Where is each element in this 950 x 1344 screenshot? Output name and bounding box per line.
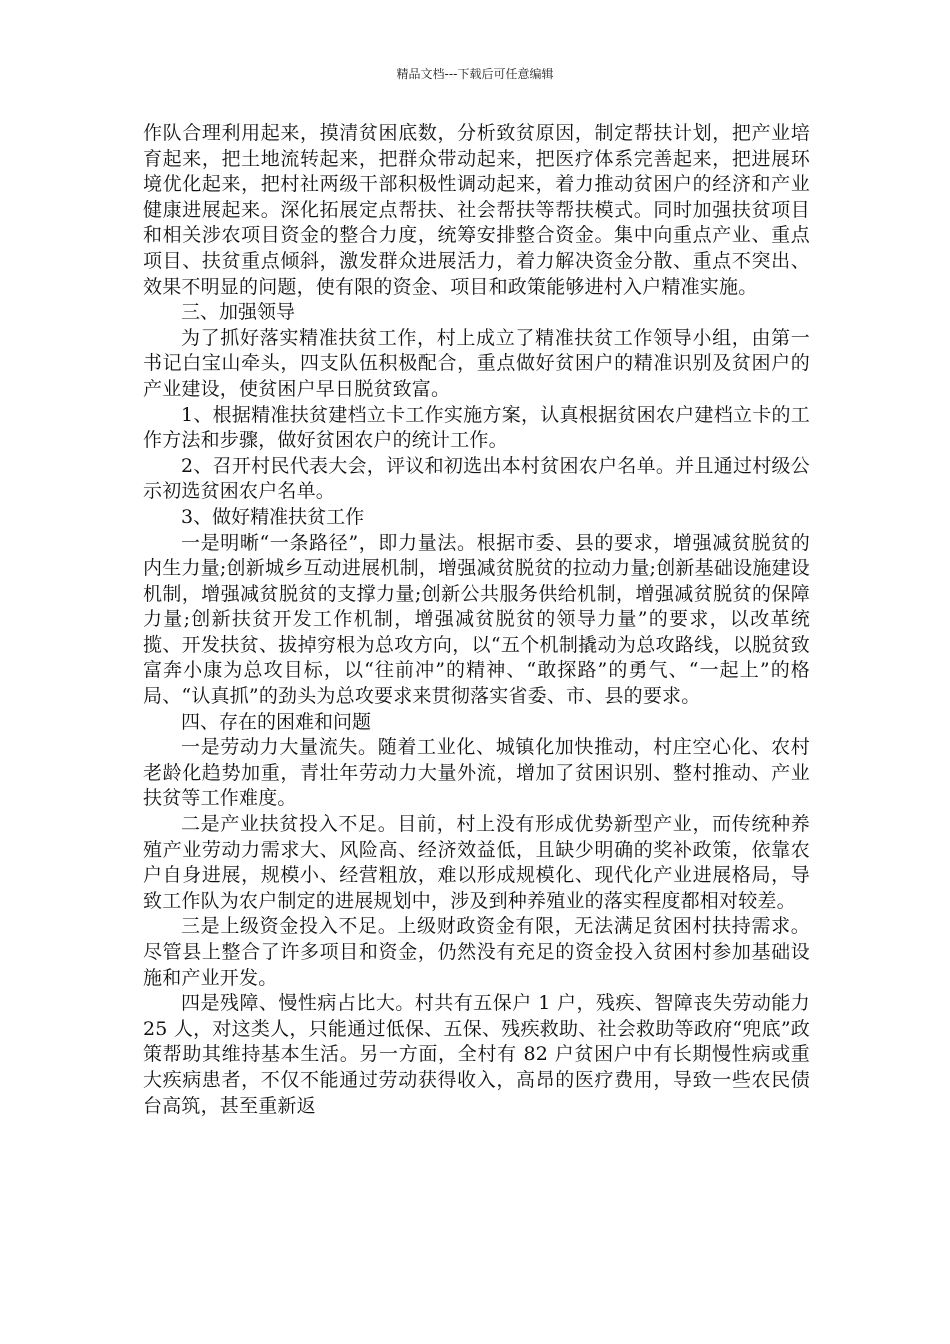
page-header: 精品文档---下载后可任意编辑 bbox=[396, 67, 554, 81]
document-body bbox=[143, 121, 810, 1119]
paragraph-item-2: 2、召开村民代表大会，评议和初选出本村贫困农户名单。并且通过村级公示初选贫困农户名单。 bbox=[143, 454, 810, 503]
paragraph-one-path: 一是明晰“一条路径”，即力量法。根据市委、县的要求，增强减贫脱贫的内生力量;创新城乡互动进展机制，增强减贫脱贫的拉动力量;创新基础设施建设机制，增强减贫脱贫的支撑力量;创新公共服务供给机制，增强减贫脱贫的保障力量;创新扶贫开发工作机制，增强减贫脱贫的领导力量”的要求，以改革统揽、开发扶贫、拔掉穷根为总攻方向，以“五个机制撬动为总攻路线，以脱贫致富奔小康为总攻目标，以“往前冲”的精神、“敢探路”的勇气、“一起上”的格局、“认真抓”的劲头为总攻要求来贯彻落实省委、市、县的要求。 bbox=[143, 531, 810, 708]
paragraph-item-1: 1、根据精准扶贫建档立卡工作实施方案，认真根据贫困农户建档立卡的工作方法和步骤，做好贫困农户的统计工作。 bbox=[143, 403, 810, 452]
paragraph-disability-illness: 四是残障、慢性病占比大。村共有五保户 1 户，残疾、智障丧失劳动能力 25 人，对这类人，只能通过低保、五保、残疾救助、社会救助等政府“兜底”政策帮助其维持基本生活。另一方面，全村有 82 户贫困户中有长期慢性病或重大疾病患者，不仅不能通过劳动获得收入，高昂的医疗费用，导致一些农民债台高筑，甚至重新返 bbox=[143, 992, 810, 1117]
paragraph-funding-shortage: 三是上级资金投入不足。上级财政资金有限，无法满足贫困村扶持需求。尽管县上整合了许多项目和资金，仍然没有充足的资金投入贫困村参加基础设施和产业开发。 bbox=[143, 915, 810, 989]
paragraph-leadership-group: 为了抓好落实精准扶贫工作，村上成立了精准扶贫工作领导小组，由第一书记白宝山牵头，四支队伍积极配合，重点做好贫困户的精准识别及贫困户的产业建设，使贫困户早日脱贫致富。 bbox=[143, 326, 810, 400]
paragraph-labor-loss: 一是劳动力大量流失。随着工业化、城镇化加快推动，村庄空心化、农村老龄化趋势加重，青壮年劳动力大量外流，增加了贫困识别、整村推动、产业扶贫等工作难度。 bbox=[143, 736, 810, 810]
paragraph-continuation: 作队合理利用起来，摸清贫困底数，分析致贫原因，制定帮扶计划，把产业培育起来，把土地流转起来，把群众带动起来，把医疗体系完善起来，把进展环境优化起来，把村社两级干部积极性调动起来，着力推动贫困户的经济和产业健康进展起来。深化拓展定点帮扶、社会帮扶等帮扶模式。同时加强扶贫项目和相关涉农项目资金的整合力度，统筹安排整合资金。集中向重点产业、重点项目、扶贫重点倾斜，激发群众进展活力，着力解决资金分散、重点不突出、效果不明显的问题，使有限的资金、项目和政策能够进村入户精准实施。 bbox=[143, 122, 810, 298]
subheading-item-3: 3、做好精准扶贫工作 bbox=[181, 505, 365, 528]
paragraph-industry-investment: 二是产业扶贫投入不足。目前，村上没有形成优势新型产业，而传统种养殖产业劳动力需求大、风险高、经济效益低，且缺少明确的奖补政策，依靠农户自身进展，规模小、经营粗放，难以形成规模化、现代化产业进展格局，导致工作队为农户制定的进展规划中，涉及到种养殖业的落实程度都相对较差。 bbox=[143, 813, 810, 912]
section-heading-problems: 四、存在的困难和问题 bbox=[181, 710, 372, 733]
section-heading-leadership: 三、加强领导 bbox=[181, 301, 296, 324]
